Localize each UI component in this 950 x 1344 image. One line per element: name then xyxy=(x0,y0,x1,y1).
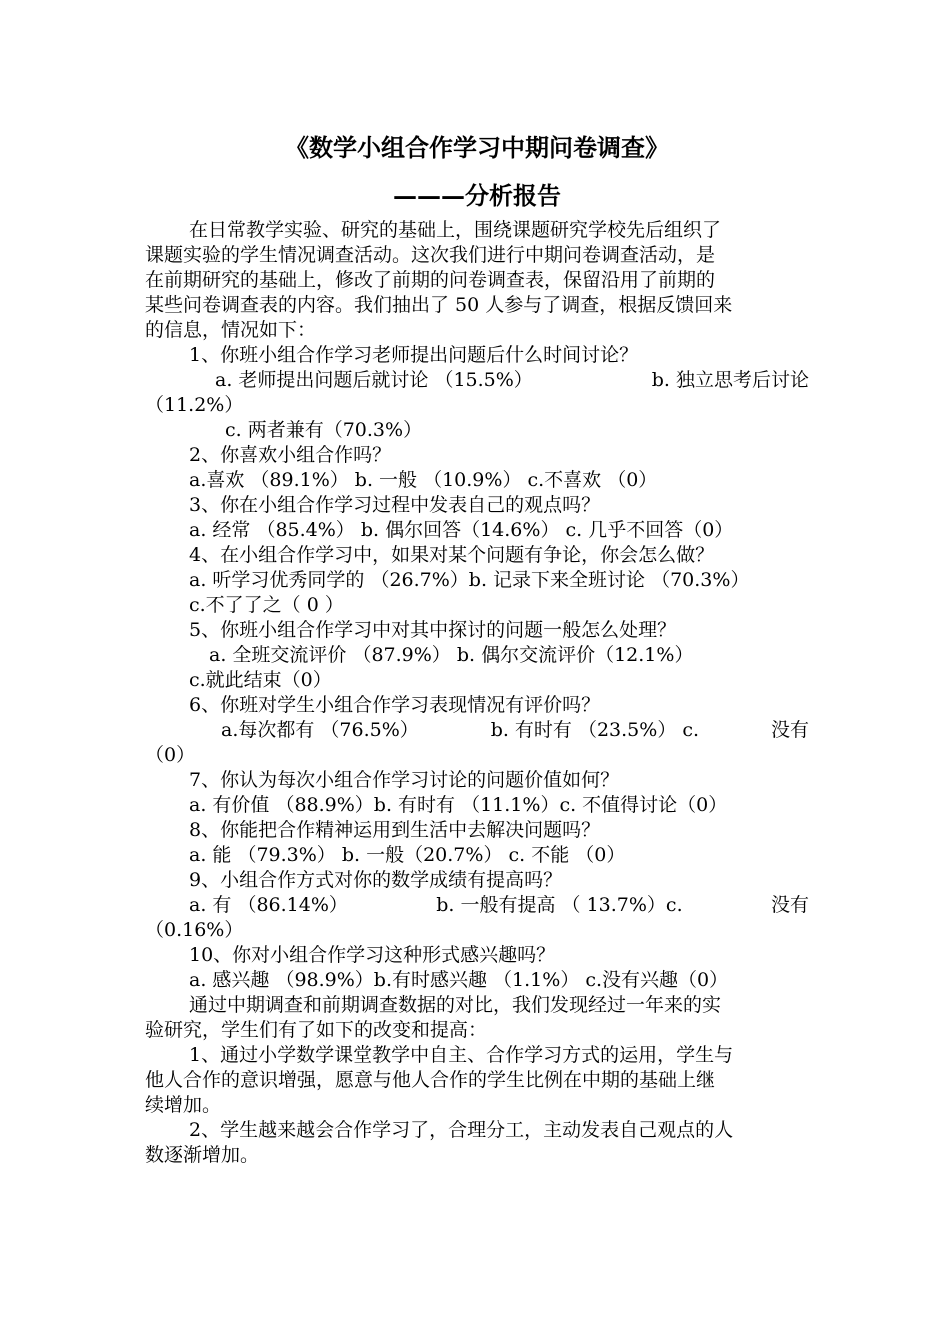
intro-line-4: 某些问卷调查表的内容。我们抽出了 50 人参与了调查，根据反馈回来 xyxy=(145,294,733,316)
document-page xyxy=(145,130,809,1168)
point-1-line-1: 1、通过小学数学课堂教学中自主、合作学习方式的运用，学生与 xyxy=(189,1044,734,1066)
summary-line-2: 验研究，学生们有了如下的改变和提高： xyxy=(145,1019,488,1041)
question-2-options: a.喜欢 （89.1%） b. 一般 （10.9%） c.不喜欢 （0） xyxy=(189,469,658,491)
question-9-option-c: 没有 xyxy=(770,894,809,916)
question-1-option-b-wrap: （11.2%） xyxy=(145,394,244,416)
question-9: 9、小组合作方式对你的数学成绩有提高吗？ xyxy=(189,869,563,891)
question-3: 3、你在小组合作学习过程中发表自己的观点吗？ xyxy=(189,494,601,516)
question-6-option-c: 没有 xyxy=(770,719,809,741)
question-4: 4、在小组合作学习中，如果对某个问题有争论，你会怎么做？ xyxy=(189,544,715,566)
question-9-option-b: b. 一般有提高 （ 13.7%）c. xyxy=(436,894,683,916)
question-10-options: a. 感兴趣 （98.9%）b.有时感兴趣 （1.1%） c.没有兴趣（0） xyxy=(189,969,729,991)
question-6: 6、你班对学生小组合作学习表现情况有评价吗？ xyxy=(189,694,601,716)
intro-line-1: 在日常教学实验、研究的基础上，围绕课题研究学校先后组织了 xyxy=(189,219,722,241)
intro-line-3: 在前期研究的基础上，修改了前期的问卷调查表，保留沿用了前期的 xyxy=(145,269,716,291)
document-subtitle: ———分析报告 xyxy=(393,181,561,210)
question-10: 10、你对小组合作学习这种形式感兴趣吗？ xyxy=(189,944,556,966)
question-1-option-a: a. 老师提出问题后就讨论 （15.5%） xyxy=(215,369,533,391)
point-1-line-2: 他人合作的意识增强，愿意与他人合作的学生比例在中期的基础上继 xyxy=(145,1069,716,1091)
question-1-option-c: c. 两者兼有（70.3%） xyxy=(225,419,423,441)
intro-line-2: 课题实验的学生情况调查活动。这次我们进行中期问卷调查活动，是 xyxy=(145,244,716,266)
question-1: 1、你班小组合作学习老师提出问题后什么时间讨论？ xyxy=(189,344,639,366)
question-1-option-b: b. 独立思考后讨论 xyxy=(651,369,809,391)
question-9-options-row xyxy=(145,893,809,918)
point-2-line-2: 数逐渐增加。 xyxy=(145,1144,260,1166)
question-6-option-c-wrap: （0） xyxy=(145,744,196,766)
question-7: 7、你认为每次小组合作学习讨论的问题价值如何？ xyxy=(189,769,620,791)
question-6-options-row xyxy=(145,718,809,743)
question-9-option-c-wrap: （0.16%） xyxy=(145,919,244,941)
intro-line-5: 的信息，情况如下： xyxy=(145,319,317,341)
question-4-options-2: c.不了了之（ 0 ） xyxy=(189,594,344,616)
question-5-options: a. 全班交流评价 （87.9%） b. 偶尔交流评价（12.1%） xyxy=(209,644,694,666)
question-6-option-a: a.每次都有 （76.5%） xyxy=(221,719,419,741)
question-2: 2、你喜欢小组合作吗？ xyxy=(189,444,392,466)
point-1-line-3: 续增加。 xyxy=(145,1094,222,1116)
question-5-options-2: c.就此结束（0） xyxy=(189,669,332,691)
summary-line-1: 通过中期调查和前期调查数据的对比，我们发现经过一年来的实 xyxy=(189,994,722,1016)
question-5: 5、你班小组合作学习中对其中探讨的问题一般怎么处理？ xyxy=(189,619,677,641)
question-8-options: a. 能 （79.3%） b. 一般（20.7%） c. 不能 （0） xyxy=(189,844,626,866)
question-3-options: a. 经常 （85.4%） b. 偶尔回答（14.6%） c. 几乎不回答（0） xyxy=(189,519,734,541)
question-7-options: a. 有价值 （88.9%）b. 有时有 （11.1%）c. 不值得讨论（0） xyxy=(189,794,728,816)
question-9-option-a: a. 有 （86.14%） xyxy=(189,894,348,916)
question-4-options: a. 听学习优秀同学的 （26.7%）b. 记录下来全班讨论 （70.3%） xyxy=(189,569,750,591)
document-title: 《数学小组合作学习中期问卷调查》 xyxy=(285,133,669,162)
question-1-options-row xyxy=(145,368,809,393)
point-2-line-1: 2、学生越来越会合作学习了，合理分工，主动发表自己观点的人 xyxy=(189,1119,734,1141)
question-6-option-b: b. 有时有 （23.5%） c. xyxy=(490,719,700,741)
question-8: 8、你能把合作精神运用到生活中去解决问题吗？ xyxy=(189,819,601,841)
